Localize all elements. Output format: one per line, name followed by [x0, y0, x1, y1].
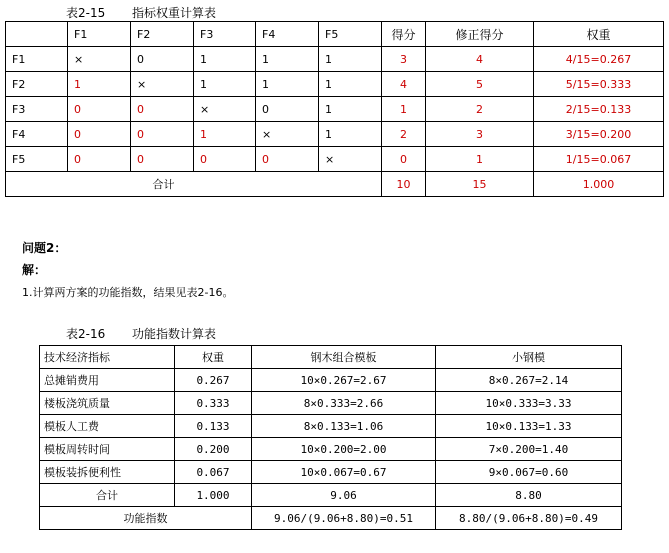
plan-b-cell: 10×0.333=3.33: [436, 392, 622, 415]
table-row: [40, 392, 622, 415]
score-cell: 3: [382, 47, 426, 72]
table2-index-row: [40, 507, 622, 530]
indicator-cell: 楼板浇筑质量: [40, 392, 175, 415]
matrix-cell: 0: [131, 122, 194, 147]
row-label: F3: [6, 97, 68, 122]
table-row: [6, 147, 664, 172]
weight-table: [5, 21, 664, 197]
total-label: 合计: [40, 484, 175, 507]
matrix-cell: ×: [194, 97, 256, 122]
score-cell: 2: [382, 122, 426, 147]
header-plan-b: 小钢模: [436, 346, 622, 369]
total-plan-a: 9.06: [252, 484, 436, 507]
matrix-cell: ×: [68, 47, 131, 72]
table-row: [6, 72, 664, 97]
matrix-cell: 1: [319, 47, 382, 72]
matrix-cell: 0: [68, 122, 131, 147]
plan-a-cell: 8×0.133=1.06: [252, 415, 436, 438]
total-weight: 1.000: [175, 484, 252, 507]
adjusted-score-cell: 3: [426, 122, 534, 147]
header-f3: F3: [200, 27, 214, 41]
header-indicator: 技术经济指标: [40, 346, 175, 369]
plan-b-cell: 10×0.133=1.33: [436, 415, 622, 438]
table-row: [40, 415, 622, 438]
weight-cell: 0.133: [175, 415, 252, 438]
weight-cell: 0.200: [175, 438, 252, 461]
header-cell: [68, 22, 131, 47]
matrix-cell: 0: [131, 47, 194, 72]
plan-a-cell: 10×0.067=0.67: [252, 461, 436, 484]
matrix-cell: 0: [256, 97, 319, 122]
table1-header-row: [6, 22, 664, 47]
total-weight: 1.000: [534, 172, 664, 197]
header-cell: [6, 22, 68, 47]
weight-cell: 0.067: [175, 461, 252, 484]
adjusted-score-cell: 4: [426, 47, 534, 72]
weight-cell: 5/15=0.333: [534, 72, 664, 97]
header-plan-a: 钢木组合模板: [252, 346, 436, 369]
header-cell: [194, 22, 256, 47]
plan-a-cell: 8×0.333=2.66: [252, 392, 436, 415]
weight-cell: 4/15=0.267: [534, 47, 664, 72]
matrix-cell: ×: [131, 72, 194, 97]
row-label: F2: [6, 72, 68, 97]
matrix-cell: 1: [319, 97, 382, 122]
table1-caption-no: 表2-15: [66, 6, 106, 20]
index-label: 功能指数: [40, 507, 252, 530]
matrix-cell: 1: [256, 72, 319, 97]
table2-caption-title: 功能指数计算表: [132, 327, 217, 341]
header-score: 得分: [382, 22, 426, 47]
indicator-cell: 模板人工费: [40, 415, 175, 438]
table-row: [6, 97, 664, 122]
total-adjusted-score: 15: [426, 172, 534, 197]
table2-caption-no: 表2-16: [66, 327, 106, 341]
table2-header-row: [40, 346, 622, 369]
row-label: F1: [6, 47, 68, 72]
matrix-cell: 1: [319, 72, 382, 97]
plan-b-cell: 9×0.067=0.60: [436, 461, 622, 484]
matrix-cell: 1: [194, 122, 256, 147]
table-row: [40, 438, 622, 461]
function-index-table: [39, 345, 622, 530]
row-label: F4: [6, 122, 68, 147]
table1-caption-title: 指标权重计算表: [132, 6, 217, 20]
indicator-cell: 总摊销费用: [40, 369, 175, 392]
header-weight: 权重: [534, 22, 664, 47]
matrix-cell: 1: [68, 72, 131, 97]
weight-cell: 3/15=0.200: [534, 122, 664, 147]
table1-total-row: [6, 172, 664, 197]
plan-a-cell: 10×0.267=2.67: [252, 369, 436, 392]
header-f2: F2: [137, 27, 151, 41]
header-cell: [256, 22, 319, 47]
indicator-cell: 模板装拆便利性: [40, 461, 175, 484]
row-label: F5: [6, 147, 68, 172]
plan-b-cell: 8×0.267=2.14: [436, 369, 622, 392]
matrix-cell: 0: [131, 147, 194, 172]
header-cell: [319, 22, 382, 47]
weight-cell: 1/15=0.067: [534, 147, 664, 172]
header-f1: F1: [74, 27, 88, 41]
matrix-cell: 0: [68, 97, 131, 122]
matrix-cell: ×: [256, 122, 319, 147]
adjusted-score-cell: 5: [426, 72, 534, 97]
adjusted-score-cell: 1: [426, 147, 534, 172]
total-score: 10: [382, 172, 426, 197]
table-row: [6, 47, 664, 72]
table-row: [40, 369, 622, 392]
adjusted-score-cell: 2: [426, 97, 534, 122]
weight-cell: 2/15=0.133: [534, 97, 664, 122]
matrix-cell: 0: [256, 147, 319, 172]
index-plan-b: 8.80/(9.06+8.80)=0.49: [436, 507, 622, 530]
matrix-cell: 1: [256, 47, 319, 72]
header-adjusted-score: 修正得分: [426, 22, 534, 47]
score-cell: 1: [382, 97, 426, 122]
score-cell: 0: [382, 147, 426, 172]
header-f4: F4: [262, 27, 276, 41]
weight-cell: 0.267: [175, 369, 252, 392]
matrix-cell: 1: [194, 72, 256, 97]
step1-text: 1.计算两方案的功能指数，结果见表2-16。: [22, 286, 234, 299]
index-plan-a: 9.06/(9.06+8.80)=0.51: [252, 507, 436, 530]
matrix-cell: 1: [319, 122, 382, 147]
table-row: [40, 461, 622, 484]
plan-a-cell: 10×0.200=2.00: [252, 438, 436, 461]
score-cell: 4: [382, 72, 426, 97]
matrix-cell: 0: [68, 147, 131, 172]
weight-cell: 0.333: [175, 392, 252, 415]
matrix-cell: 0: [131, 97, 194, 122]
table2-total-row: [40, 484, 622, 507]
matrix-cell: 0: [194, 147, 256, 172]
answer-heading: 解：: [22, 263, 47, 277]
matrix-cell: 1: [194, 47, 256, 72]
header-weight: 权重: [175, 346, 252, 369]
table-row: [6, 122, 664, 147]
plan-b-cell: 7×0.200=1.40: [436, 438, 622, 461]
total-label: 合计: [6, 172, 382, 197]
matrix-cell: ×: [319, 147, 382, 172]
header-f5: F5: [325, 27, 339, 41]
header-cell: [131, 22, 194, 47]
question-heading: 问题2：: [22, 241, 67, 255]
indicator-cell: 模板周转时间: [40, 438, 175, 461]
total-plan-b: 8.80: [436, 484, 622, 507]
